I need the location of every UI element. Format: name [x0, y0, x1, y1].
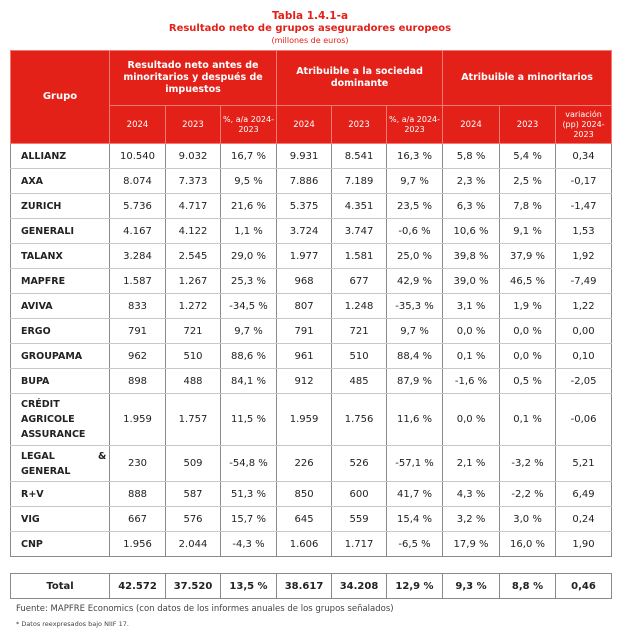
value-cell: 1,1 %: [221, 219, 277, 244]
value-cell: 559: [332, 507, 387, 532]
value-cell: 0,0 %: [500, 319, 556, 344]
table-number: Tabla 1.4.1-a: [271, 10, 349, 22]
value-cell: 0,24: [556, 507, 612, 532]
value-cell: 0,0 %: [500, 344, 556, 369]
table-row: [11, 394, 612, 446]
value-cell: 29,0 %: [221, 244, 277, 269]
header-atribuible-minoritarios: Atribuible a minoritarios: [443, 51, 612, 106]
value-cell: 0,5 %: [500, 369, 556, 394]
value-cell: -35,3 %: [387, 294, 443, 319]
value-cell: 9.032: [166, 144, 221, 169]
value-cell: 46,5 %: [500, 269, 556, 294]
group-name-cell: R+V: [11, 482, 110, 507]
total-row: [11, 574, 612, 599]
value-cell: 9,7 %: [387, 169, 443, 194]
value-cell: 37,9 %: [500, 244, 556, 269]
value-cell: 8.074: [110, 169, 166, 194]
value-cell: 833: [110, 294, 166, 319]
total-cell: 42.572: [110, 574, 166, 599]
group-name-cell: VIG: [11, 507, 110, 532]
value-cell: 3,1 %: [443, 294, 500, 319]
value-cell: 21,6 %: [221, 194, 277, 219]
table-row: [11, 369, 612, 394]
value-cell: 3.724: [277, 219, 332, 244]
value-cell: 41,7 %: [387, 482, 443, 507]
value-cell: 1,9 %: [500, 294, 556, 319]
value-cell: 39,0 %: [443, 269, 500, 294]
total-cell: 8,8 %: [500, 574, 556, 599]
value-cell: -2,2 %: [500, 482, 556, 507]
value-cell: 1.267: [166, 269, 221, 294]
value-cell: 17,9 %: [443, 532, 500, 557]
value-cell: -54,8 %: [221, 446, 277, 482]
subheader-2024: 2024: [110, 106, 166, 144]
value-cell: 1.587: [110, 269, 166, 294]
subheader-2023: 2023: [500, 106, 556, 144]
value-cell: 807: [277, 294, 332, 319]
value-cell: -1,6 %: [443, 369, 500, 394]
group-name-cell: AVIVA: [11, 294, 110, 319]
subheader-2024: 2024: [443, 106, 500, 144]
value-cell: 226: [277, 446, 332, 482]
value-cell: 721: [166, 319, 221, 344]
footnote: * Datos reexpresados bajo NIIF 17.: [16, 620, 129, 628]
value-cell: -0,06: [556, 394, 612, 446]
value-cell: 1.272: [166, 294, 221, 319]
value-cell: 10,6 %: [443, 219, 500, 244]
value-cell: 10.540: [110, 144, 166, 169]
value-cell: 15,7 %: [221, 507, 277, 532]
source-note: Fuente: MAPFRE Economics (con datos de los informes anuales de los grupos señalados): [16, 604, 394, 614]
group-name-cell: MAPFRE: [11, 269, 110, 294]
table-title-block: [0, 10, 620, 46]
value-cell: 4.122: [166, 219, 221, 244]
value-cell: 3.747: [332, 219, 387, 244]
value-cell: 11,5 %: [221, 394, 277, 446]
value-cell: 88,6 %: [221, 344, 277, 369]
value-cell: 968: [277, 269, 332, 294]
value-cell: 721: [332, 319, 387, 344]
value-cell: 1.977: [277, 244, 332, 269]
group-name-cell: ERGO: [11, 319, 110, 344]
value-cell: 8.541: [332, 144, 387, 169]
value-cell: 87,9 %: [387, 369, 443, 394]
value-cell: 576: [166, 507, 221, 532]
value-cell: 1,53: [556, 219, 612, 244]
table-row: [11, 532, 612, 557]
value-cell: 16,0 %: [500, 532, 556, 557]
value-cell: 25,0 %: [387, 244, 443, 269]
table-row: [11, 446, 612, 482]
value-cell: 4.351: [332, 194, 387, 219]
total-table: [10, 573, 612, 599]
value-cell: 3,0 %: [500, 507, 556, 532]
group-name-cell: ALLIANZ: [11, 144, 110, 169]
value-cell: 9,5 %: [221, 169, 277, 194]
total-cell: 37.520: [166, 574, 221, 599]
value-cell: 0,10: [556, 344, 612, 369]
table-row: [11, 294, 612, 319]
value-cell: 0,1 %: [443, 344, 500, 369]
table-row: [11, 344, 612, 369]
total-cell: 12,9 %: [387, 574, 443, 599]
group-name-cell: CRÉDIT AGRICOLE ASSURANCE: [11, 394, 110, 446]
value-cell: 0,34: [556, 144, 612, 169]
value-cell: 1.606: [277, 532, 332, 557]
table-row: [11, 269, 612, 294]
value-cell: 230: [110, 446, 166, 482]
value-cell: 5.736: [110, 194, 166, 219]
group-name-cell: ZURICH: [11, 194, 110, 219]
value-cell: 485: [332, 369, 387, 394]
value-cell: 5,4 %: [500, 144, 556, 169]
value-cell: 5,8 %: [443, 144, 500, 169]
value-cell: 42,9 %: [387, 269, 443, 294]
value-cell: 7.189: [332, 169, 387, 194]
value-cell: 2,5 %: [500, 169, 556, 194]
value-cell: 5.375: [277, 194, 332, 219]
value-cell: 51,3 %: [221, 482, 277, 507]
value-cell: 962: [110, 344, 166, 369]
value-cell: 4.167: [110, 219, 166, 244]
value-cell: 1.581: [332, 244, 387, 269]
value-cell: 1.248: [332, 294, 387, 319]
value-cell: 0,0 %: [443, 319, 500, 344]
value-cell: 961: [277, 344, 332, 369]
value-cell: 488: [166, 369, 221, 394]
total-label: Total: [11, 574, 110, 599]
value-cell: 3.284: [110, 244, 166, 269]
table-title: Resultado neto de grupos aseguradores europeos: [168, 23, 452, 34]
header-resultado-neto: Resultado neto antes de minoritarios y después de impuestos: [110, 51, 277, 106]
value-cell: 6,49: [556, 482, 612, 507]
value-cell: 7.886: [277, 169, 332, 194]
value-cell: 850: [277, 482, 332, 507]
value-cell: 7,8 %: [500, 194, 556, 219]
value-cell: 4,3 %: [443, 482, 500, 507]
value-cell: 645: [277, 507, 332, 532]
value-cell: 0,0 %: [443, 394, 500, 446]
table-units: (millones de euros): [271, 36, 349, 45]
value-cell: 1.756: [332, 394, 387, 446]
value-cell: 6,3 %: [443, 194, 500, 219]
value-cell: 898: [110, 369, 166, 394]
header-atribuible-dominante: Atribuible a la sociedad dominante: [277, 51, 443, 106]
total-cell: 13,5 %: [221, 574, 277, 599]
value-cell: 11,6 %: [387, 394, 443, 446]
value-cell: 600: [332, 482, 387, 507]
value-cell: 791: [277, 319, 332, 344]
value-cell: 3,2 %: [443, 507, 500, 532]
table-row: [11, 169, 612, 194]
value-cell: 88,4 %: [387, 344, 443, 369]
total-cell: 38.617: [277, 574, 332, 599]
table-row: [11, 194, 612, 219]
total-cell: 34.208: [332, 574, 387, 599]
value-cell: -7,49: [556, 269, 612, 294]
group-name-cell: AXA: [11, 169, 110, 194]
group-name-cell: GENERALI: [11, 219, 110, 244]
results-table: [10, 50, 612, 557]
value-cell: 9,7 %: [221, 319, 277, 344]
value-cell: 0,00: [556, 319, 612, 344]
value-cell: 25,3 %: [221, 269, 277, 294]
value-cell: 9.931: [277, 144, 332, 169]
group-name-cell: CNP: [11, 532, 110, 557]
value-cell: 2,3 %: [443, 169, 500, 194]
value-cell: -4,3 %: [221, 532, 277, 557]
table-row: [11, 244, 612, 269]
value-cell: 23,5 %: [387, 194, 443, 219]
total-cell: 9,3 %: [443, 574, 500, 599]
value-cell: 7.373: [166, 169, 221, 194]
value-cell: 15,4 %: [387, 507, 443, 532]
value-cell: 587: [166, 482, 221, 507]
value-cell: 1.959: [110, 394, 166, 446]
value-cell: 509: [166, 446, 221, 482]
value-cell: 526: [332, 446, 387, 482]
value-cell: 9,1 %: [500, 219, 556, 244]
value-cell: 1,92: [556, 244, 612, 269]
value-cell: 888: [110, 482, 166, 507]
value-cell: -2,05: [556, 369, 612, 394]
subheader-2023: 2023: [166, 106, 221, 144]
value-cell: 16,7 %: [221, 144, 277, 169]
value-cell: 791: [110, 319, 166, 344]
subheader-2023: 2023: [332, 106, 387, 144]
value-cell: 1,22: [556, 294, 612, 319]
value-cell: 912: [277, 369, 332, 394]
value-cell: 1.717: [332, 532, 387, 557]
value-cell: 677: [332, 269, 387, 294]
value-cell: -6,5 %: [387, 532, 443, 557]
group-name-cell: GROUPAMA: [11, 344, 110, 369]
total-cell: 0,46: [556, 574, 612, 599]
value-cell: 4.717: [166, 194, 221, 219]
value-cell: 84,1 %: [221, 369, 277, 394]
value-cell: 1.757: [166, 394, 221, 446]
value-cell: 0,1 %: [500, 394, 556, 446]
value-cell: -34,5 %: [221, 294, 277, 319]
subheader-variacion-pp: variación (pp) 2024-2023: [556, 106, 612, 144]
value-cell: -1,47: [556, 194, 612, 219]
table-row: [11, 507, 612, 532]
value-cell: 2.044: [166, 532, 221, 557]
value-cell: -3,2 %: [500, 446, 556, 482]
value-cell: -0,17: [556, 169, 612, 194]
table-row: [11, 219, 612, 244]
value-cell: -57,1 %: [387, 446, 443, 482]
table-row: [11, 482, 612, 507]
group-name-cell: TALANX: [11, 244, 110, 269]
value-cell: 16,3 %: [387, 144, 443, 169]
header-grupo: Grupo: [11, 51, 110, 144]
value-cell: 510: [166, 344, 221, 369]
value-cell: 1.959: [277, 394, 332, 446]
value-cell: 1,90: [556, 532, 612, 557]
value-cell: 2.545: [166, 244, 221, 269]
table-row: [11, 319, 612, 344]
subheader-2024: 2024: [277, 106, 332, 144]
value-cell: 39,8 %: [443, 244, 500, 269]
group-name-cell: LEGAL & GENERAL: [11, 446, 110, 482]
value-cell: 5,21: [556, 446, 612, 482]
value-cell: 510: [332, 344, 387, 369]
group-name-cell: BUPA: [11, 369, 110, 394]
value-cell: -0,6 %: [387, 219, 443, 244]
subheader-pct-change: %, a/a 2024-2023: [221, 106, 277, 144]
value-cell: 2,1 %: [443, 446, 500, 482]
value-cell: 9,7 %: [387, 319, 443, 344]
table-row: [11, 144, 612, 169]
value-cell: 1.956: [110, 532, 166, 557]
value-cell: 667: [110, 507, 166, 532]
subheader-pct-change: %, a/a 2024-2023: [387, 106, 443, 144]
